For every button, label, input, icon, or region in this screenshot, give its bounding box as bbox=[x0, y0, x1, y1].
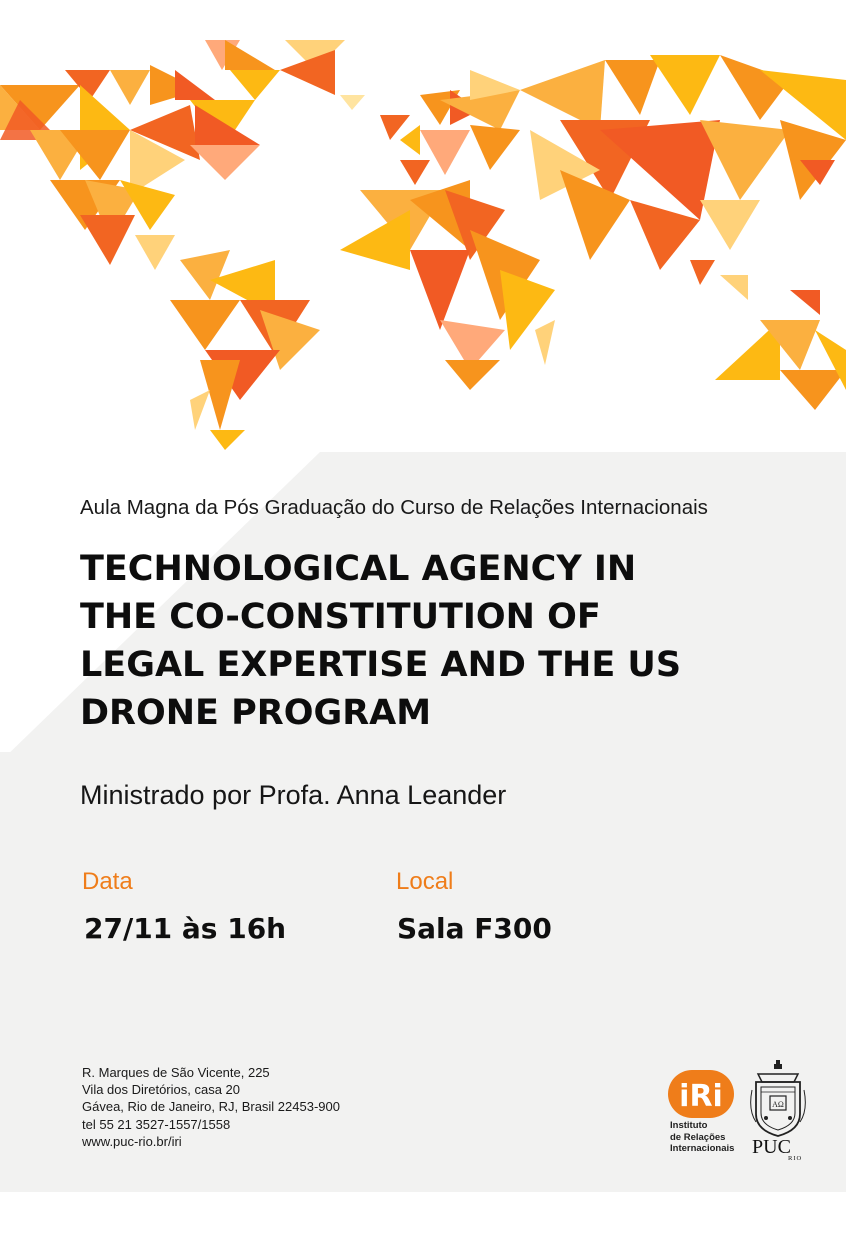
puc-sub: RIO bbox=[788, 1155, 803, 1162]
address-phone: tel 55 21 3527-1557/1558 bbox=[82, 1116, 231, 1132]
address-city: Gávea, Rio de Janeiro, RJ, Brasil 22453-900 bbox=[82, 1099, 340, 1115]
title-line: DRONE PROGRAM bbox=[80, 693, 432, 733]
speaker-line: Ministrado por Profa. Anna Leander bbox=[80, 780, 507, 810]
event-subtitle: Aula Magna da Pós Graduação do Curso de Relações Internacionais bbox=[80, 496, 708, 519]
svg-text:AΩ: AΩ bbox=[772, 1100, 784, 1109]
title-line: LEGAL EXPERTISE AND THE US bbox=[80, 645, 682, 685]
address-street: R. Marques de São Vicente, 225 bbox=[82, 1065, 270, 1080]
date-value: 27/11 às 16h bbox=[84, 912, 287, 945]
address-website[interactable]: www.puc-rio.br/iri bbox=[82, 1133, 182, 1149]
world-map-illustration bbox=[0, 30, 846, 460]
iri-mark: iRi bbox=[679, 1079, 723, 1114]
iri-name: Instituto de Relações Internacionais bbox=[670, 1120, 735, 1154]
title-line: TECHNOLOGICAL AGENCY IN bbox=[80, 549, 637, 589]
title-line: THE CO-CONSTITUTION OF bbox=[80, 597, 601, 637]
place-value: Sala F300 bbox=[397, 912, 552, 945]
place-label: Local bbox=[396, 868, 454, 895]
event-title bbox=[80, 545, 720, 737]
address-building: Vila dos Diretórios, casa 20 bbox=[82, 1082, 241, 1098]
puc-name: PUC bbox=[752, 1136, 791, 1158]
date-label: Data bbox=[82, 868, 133, 895]
address-block bbox=[82, 1064, 340, 1150]
